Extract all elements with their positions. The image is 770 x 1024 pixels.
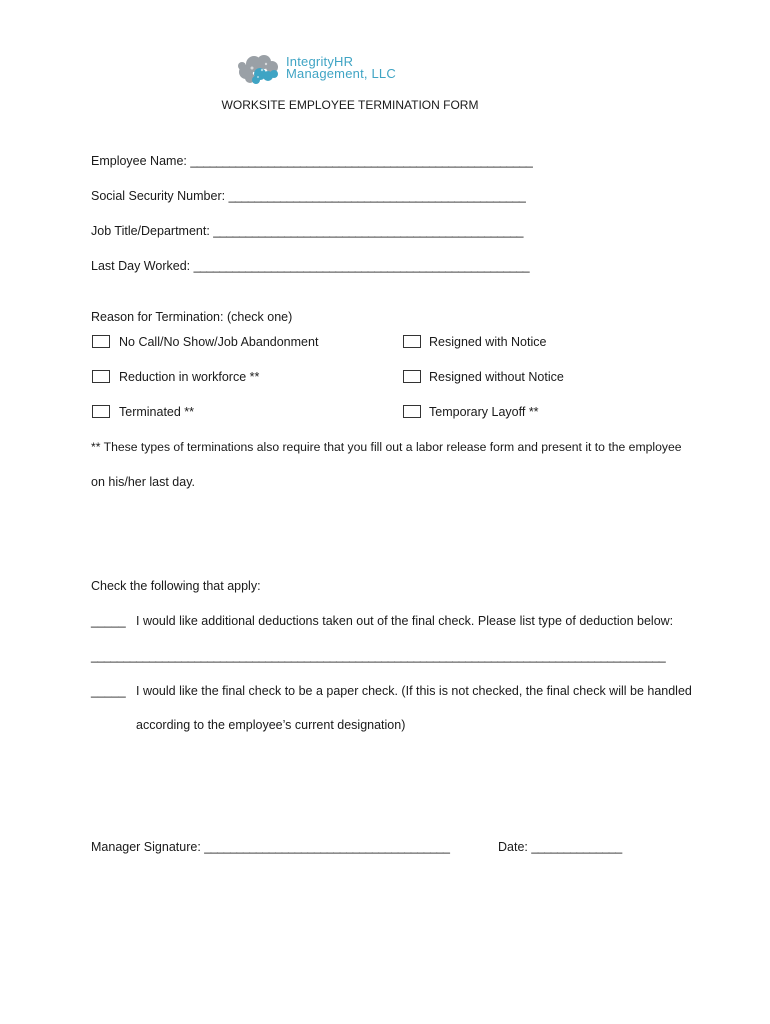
checkbox-resigned-without-notice[interactable] xyxy=(403,370,421,383)
last-day-label: Last Day Worked: xyxy=(91,259,191,273)
option1-text: I would like additional deductions taken out of the final check. Please list type of deduction below: xyxy=(136,614,674,628)
ssn-label: Social Security Number: xyxy=(91,189,226,203)
date-label: Date: xyxy=(498,840,528,854)
option2-text-line1: I would like the final check to be a paper check. (If this is not checked, the final check will be handled xyxy=(136,684,692,698)
form-title: WORKSITE EMPLOYEE TERMINATION FORM xyxy=(221,98,479,112)
employee-name-line[interactable]: _____________________________________________________ xyxy=(190,154,533,168)
employee-name-field[interactable] xyxy=(91,154,532,168)
label-no-call-no-show: No Call/No Show/Job Abandonment xyxy=(119,335,319,349)
label-temporary-layoff: Temporary Layoff ** xyxy=(429,405,539,419)
date-field[interactable] xyxy=(498,840,622,854)
logo-line2: Management, LLC xyxy=(286,66,396,81)
ssn-line[interactable]: ______________________________________________ xyxy=(228,189,526,203)
deduction-line[interactable]: _________________________________________________________________________________________ xyxy=(91,649,666,663)
date-line[interactable]: ______________ xyxy=(531,840,622,854)
checkbox-terminated[interactable] xyxy=(92,405,110,418)
logo-cloud-icon xyxy=(234,50,294,90)
label-terminated: Terminated ** xyxy=(119,405,195,419)
option2-blank[interactable]: _____ xyxy=(91,684,126,698)
company-logo xyxy=(234,50,424,90)
option1-blank[interactable]: _____ xyxy=(91,614,126,628)
employee-name-label: Employee Name: xyxy=(91,154,187,168)
reason-heading: Reason for Termination: (check one) xyxy=(91,310,293,324)
last-day-field[interactable] xyxy=(91,259,529,273)
checkbox-resigned-with-notice[interactable] xyxy=(403,335,421,348)
job-title-line[interactable]: ________________________________________________ xyxy=(213,224,523,238)
manager-signature-label: Manager Signature: xyxy=(91,840,201,854)
label-resigned-without-notice: Resigned without Notice xyxy=(429,370,564,384)
job-title-field[interactable] xyxy=(91,224,523,238)
apply-heading: Check the following that apply: xyxy=(91,579,261,593)
checkbox-reduction-in-workforce[interactable] xyxy=(92,370,110,383)
option2-text-line2: according to the employee’s current designation) xyxy=(136,718,406,732)
last-day-line[interactable]: ____________________________________________________ xyxy=(193,259,530,273)
checkbox-temporary-layoff[interactable] xyxy=(403,405,421,418)
label-resigned-with-notice: Resigned with Notice xyxy=(429,335,547,349)
termination-note-line1: ** These types of terminations also require that you fill out a labor release form and present it to the employee xyxy=(91,440,682,454)
ssn-field[interactable] xyxy=(91,189,525,203)
manager-signature-line[interactable]: ______________________________________ xyxy=(204,840,450,854)
job-title-label: Job Title/Department: xyxy=(91,224,210,238)
label-reduction-in-workforce: Reduction in workforce ** xyxy=(119,370,260,384)
logo-line1: IntegrityHR xyxy=(286,54,354,69)
termination-note-line2: on his/her last day. xyxy=(91,475,195,489)
manager-signature-field[interactable] xyxy=(91,840,449,854)
checkbox-no-call-no-show[interactable] xyxy=(92,335,110,348)
